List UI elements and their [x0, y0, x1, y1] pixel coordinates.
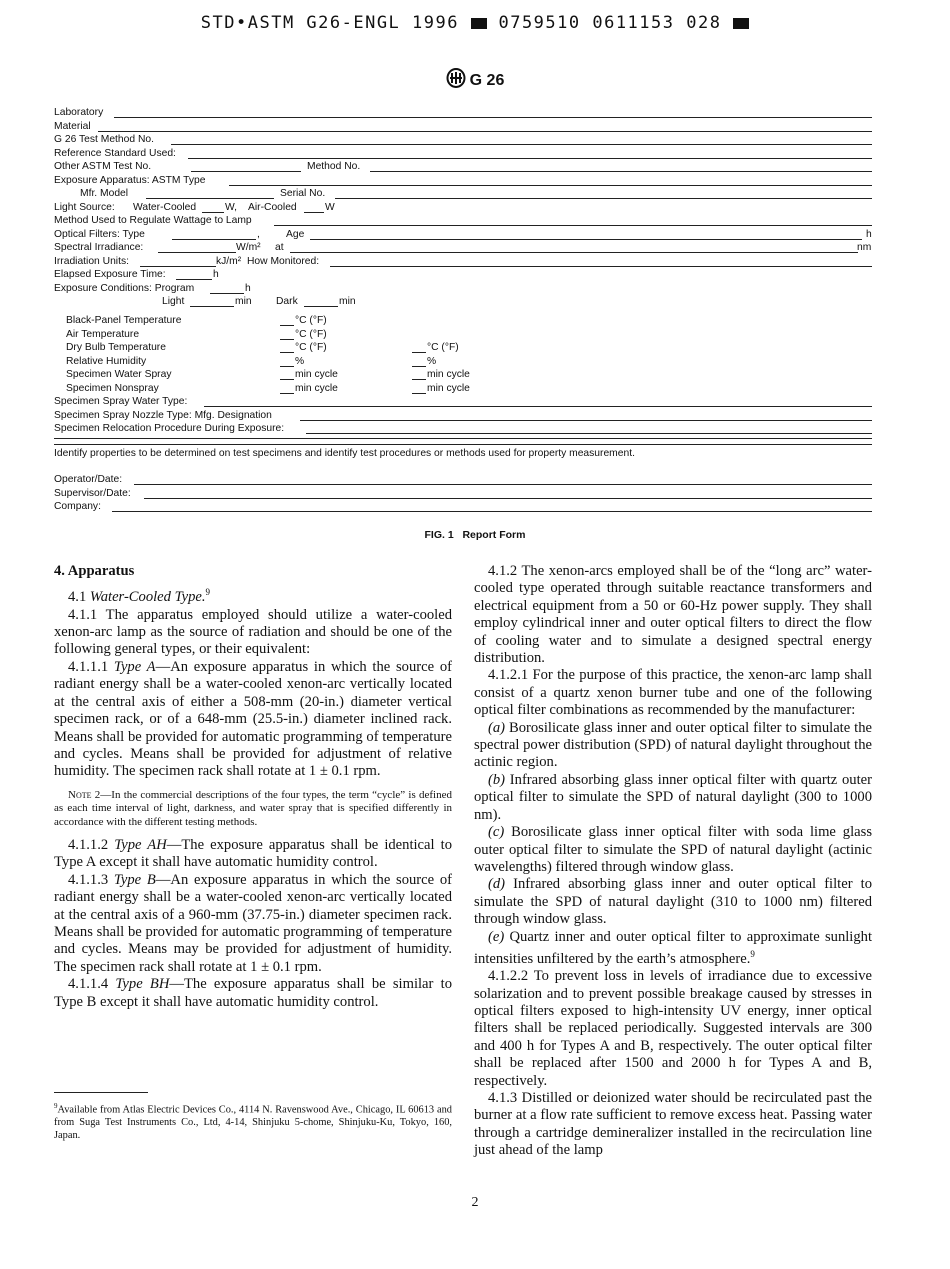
clause-number: 4.1.1.2	[68, 836, 109, 853]
form-row-mfr-model	[54, 188, 872, 201]
light-field[interactable]	[190, 306, 234, 307]
list-text: Borosilicate glass inner and outer optical filter to simulate the spectral power distribution (SPD) of natural daylight throughout the actinic region.	[474, 719, 872, 771]
age-unit: h	[866, 228, 872, 240]
form-row-nozzle-type	[54, 410, 872, 423]
list-text: Infrared absorbing glass inner optical filter with quartz outer optical filter to simulate the SPD of natural daylight (300 to 1000 nm).	[474, 771, 872, 823]
condition-row	[54, 383, 872, 396]
list-text: Infrared absorbing glass inner and outer optical filter to simulate the SPD of natural daylight (310 to 1000 nm) filtered through window glass.	[474, 876, 872, 928]
list-label: (a)	[488, 719, 506, 736]
stamp-block-icon	[471, 18, 487, 29]
operator-field[interactable]	[134, 484, 872, 485]
clause-number: 4.1.1.1	[68, 658, 109, 675]
condition-field-1[interactable]	[280, 366, 294, 367]
clause-body: —The exposure apparatus shall be identical to Type A except it shall have automatic humidity control.	[54, 836, 452, 871]
optical-filters-label: Optical Filters: Type	[54, 228, 145, 240]
condition-unit-2: %	[427, 355, 437, 367]
laboratory-field[interactable]	[114, 117, 872, 118]
paragraph-4-1	[54, 584, 452, 606]
test-method-field[interactable]	[171, 144, 872, 145]
condition-row	[54, 356, 872, 369]
material-label: Material	[54, 120, 91, 132]
clause-number: 4.1.1.4	[68, 976, 109, 993]
form-row-exposure-apparatus	[54, 175, 872, 188]
form-row-laboratory	[54, 107, 872, 120]
condition-field-1[interactable]	[280, 352, 294, 353]
method-no-label: Method No.	[307, 161, 361, 172]
relocation-field[interactable]	[306, 433, 872, 434]
footnote-9	[54, 1100, 452, 1142]
form-row-light-source	[54, 202, 872, 215]
at-label: at	[275, 242, 284, 253]
operator-label: Operator/Date:	[54, 474, 123, 485]
form-divider	[54, 438, 872, 439]
condition-unit-1: °C (°F)	[295, 315, 327, 326]
clause-body: —An exposure apparatus in which the source of radiant energy shall be a water-cooled xenon-arc vertically located at the central axis of a 960-mm (37.75-in.) diameter specimen rack. Means shall be provided for automatic programming of temperature and cycles. Means may be provided for adjustment of humidity. The specimen rack shall rotate at 1 ± 0.1 rpm.	[54, 871, 452, 975]
clause-body: —The exposure apparatus shall be similar to Type B except it shall have automatic humidity control.	[54, 976, 452, 1010]
stamp-text: STD•ASTM G26-ENGL 1996	[200, 13, 459, 33]
supervisor-field[interactable]	[144, 498, 872, 499]
document-stamp	[0, 13, 950, 33]
footnote-ref: 9	[750, 948, 755, 959]
condition-unit-1: min cycle	[295, 369, 338, 380]
condition-unit-2: min cycle	[427, 382, 470, 394]
air-cooled-unit: W	[325, 201, 335, 213]
condition-row	[54, 315, 872, 328]
paragraph-4-1-1-1	[54, 659, 452, 781]
list-item-e	[474, 929, 872, 969]
air-cooled-label: Air-Cooled	[248, 201, 297, 213]
form-row-light-dark	[54, 296, 872, 309]
dark-label: Dark	[276, 296, 298, 307]
serial-no-field[interactable]	[335, 198, 872, 199]
condition-field-2[interactable]	[412, 379, 426, 380]
irradiation-unit: kJ/m²	[216, 255, 242, 267]
water-cooled-field[interactable]	[202, 212, 224, 213]
identify-instruction: Identify properties to be determined on test specimens and identify test procedures or methods used for property measurement.	[54, 448, 635, 459]
clause-number: 4.1.1.3	[68, 871, 109, 888]
condition-label: Relative Humidity	[66, 355, 147, 367]
water-cooled-label: Water-Cooled	[133, 201, 197, 213]
form-row-other-astm	[54, 161, 872, 174]
section-heading: 4. Apparatus	[54, 563, 135, 579]
condition-field-2[interactable]	[412, 393, 426, 394]
mfr-model-field[interactable]	[146, 198, 274, 199]
clause-title: Type BH	[115, 976, 170, 993]
condition-unit-1: °C (°F)	[295, 328, 327, 340]
form-row-test-method	[54, 134, 872, 147]
figure-caption	[0, 529, 950, 541]
exposure-conditions-label: Exposure Conditions: Program	[54, 282, 195, 294]
list-label: (b)	[488, 771, 506, 788]
list-item-b	[474, 772, 872, 824]
note-body: —In the commercial descriptions of the four types, the term “cycle” is defined as each time interval of light, darkness, and water spray that is specified differently in accordance with the different testing methods.	[54, 788, 452, 828]
how-monitored-label: How Monitored:	[247, 255, 320, 267]
condition-row	[54, 329, 872, 342]
air-cooled-field[interactable]	[304, 212, 324, 213]
wattage-method-field[interactable]	[274, 225, 872, 226]
left-column	[54, 563, 452, 1011]
page-number: 2	[471, 1195, 479, 1210]
paragraph-4-1-3: 4.1.3 Distilled or deionized water should be recirculated past the burner at a flow rate sufficient to remove excess heat. Passing water through a cartridge demineralizer installed in the recirculation line just ahead of the lamp	[474, 1090, 872, 1159]
nm-unit: nm	[857, 242, 872, 253]
dark-unit: min	[339, 296, 356, 307]
paragraph-4-1-1: 4.1.1 The apparatus employed should utilize a water-cooled xenon-arc lamp as the source of radiation and should be one of the following general types, or their equivalent:	[54, 606, 452, 658]
paragraph-4-1-2-1: 4.1.2.1 For the purpose of this practice, the xenon-arc lamp shall consist of a quartz xenon burner tube and one of the following optical filter combinations as recommended by the manufacturer:	[474, 667, 872, 719]
condition-label: Specimen Water Spray	[66, 369, 172, 380]
paragraph-4-1-1-2	[54, 837, 452, 872]
form-row-company	[54, 501, 872, 514]
astm-logo-icon	[446, 68, 466, 88]
spray-water-type-field[interactable]	[204, 406, 872, 407]
program-unit: h	[245, 282, 251, 294]
footnote-text: Available from Atlas Electric Devices Co., 4114 N. Ravenswood Ave., Chicago, IL 60613 and from Suga Test Instruments Co., Ltd, 4-14, Shinjuku 5-chome, Shinjuku-Ku, Tokyo, 160, Japan.	[54, 1104, 452, 1141]
spray-water-type-label: Specimen Spray Water Type:	[54, 396, 188, 407]
nozzle-type-field[interactable]	[300, 420, 872, 421]
condition-unit-2: °C (°F)	[427, 342, 459, 353]
list-item-a	[474, 720, 872, 772]
form-row-spectral-irradiance	[54, 242, 872, 255]
list-item-d	[474, 876, 872, 928]
elapsed-time-field[interactable]	[176, 279, 212, 280]
light-source-label: Light Source:	[54, 201, 115, 213]
form-row-identify	[54, 448, 872, 461]
wavelength-field[interactable]	[290, 252, 858, 253]
form-row-irradiation-units	[54, 256, 872, 269]
optical-filters-field[interactable]	[172, 239, 256, 240]
form-row-supervisor	[54, 488, 872, 501]
paragraph-4-1-2: 4.1.2 The xenon-arcs employed shall be of the “long arc” water-cooled type operated through suitable reactance transformers and electrical equipment from a 50 or 60-Hz power supply. They shall employ cylindrical inner and outer optical filters to direct the flow of cooling water and to simulate a designed spectral energy distribution.	[474, 563, 872, 667]
relocation-label: Specimen Relocation Procedure During Exposure:	[54, 423, 285, 434]
spectral-irradiance-field[interactable]	[158, 252, 236, 253]
method-no-field[interactable]	[370, 171, 872, 172]
how-monitored-field[interactable]	[330, 266, 872, 267]
paragraph-4-1-2-2: 4.1.2.2 To prevent loss in levels of irradiance due to excessive solarization and to prevent possible breakage caused by stresses in optical filters exposed to high-intensity UV energy, inner optical filters shall be replaced periodically. Suggested intervals are 300 and 400 h for Types A and B, respectively. The outer optical filter shall be replaced after 1500 and 2000 h for Types A and B, respectively.	[474, 968, 872, 1089]
reference-standard-label: Reference Standard Used:	[54, 147, 176, 159]
form-row-optical-filters	[54, 229, 872, 242]
condition-row	[54, 342, 872, 355]
spectral-irradiance-unit: W/m²	[236, 242, 261, 253]
condition-field-1[interactable]	[280, 379, 294, 380]
wattage-method-label: Method Used to Regulate Wattage to Lamp	[54, 215, 252, 226]
clause-title: Type B	[113, 871, 156, 888]
irradiation-units-field[interactable]	[140, 266, 216, 267]
form-row-spray-water	[54, 396, 872, 409]
light-label: Light	[162, 296, 185, 307]
exposure-apparatus-field[interactable]	[229, 185, 872, 186]
dark-field[interactable]	[304, 306, 338, 307]
condition-label: Black-Panel Temperature	[66, 315, 182, 326]
form-row-material	[54, 121, 872, 134]
list-label: (c)	[488, 824, 505, 841]
age-label: Age	[286, 228, 305, 240]
serial-no-label: Serial No.	[280, 188, 326, 199]
clause-number: 4.1	[68, 589, 87, 606]
condition-row	[54, 369, 872, 382]
other-astm-label: Other ASTM Test No.	[54, 161, 152, 172]
supervisor-label: Supervisor/Date:	[54, 487, 131, 499]
nozzle-type-label: Specimen Spray Nozzle Type: Mfg. Designation	[54, 409, 272, 421]
comma-text: ,	[257, 228, 260, 240]
footnote-ref: 9	[205, 587, 211, 598]
form-row-wattage-method	[54, 215, 872, 228]
list-text: Borosilicate glass inner optical filter with soda lime glass outer optical filter to simulate the SPD of natural daylight (actinic wavelengths) filtered through window glass.	[474, 824, 872, 875]
clause-title: Type AH	[114, 836, 167, 853]
paragraph-4-1-1-4	[54, 976, 452, 1011]
paragraph-4-1-1-3	[54, 872, 452, 976]
form-row-reference-standard	[54, 148, 872, 161]
condition-label: Specimen Nonspray	[66, 382, 159, 394]
exposure-apparatus-label: Exposure Apparatus: ASTM Type	[54, 174, 206, 186]
condition-unit-1: min cycle	[295, 382, 338, 394]
form-row-operator	[54, 474, 872, 487]
note-label: Note 2	[68, 788, 101, 801]
age-field[interactable]	[310, 239, 862, 240]
standard-header	[0, 68, 950, 90]
condition-field-1[interactable]	[280, 393, 294, 394]
list-text: Quartz inner and outer optical filter to approximate sunlight intensities unfiltered by the earth’s atmosphere.	[474, 928, 872, 967]
water-cooled-unit: W,	[225, 201, 238, 213]
list-item-c	[474, 824, 872, 876]
light-unit: min	[235, 296, 252, 307]
elapsed-time-label: Elapsed Exposure Time:	[54, 269, 166, 280]
condition-unit-1: %	[295, 355, 305, 367]
condition-field-1[interactable]	[280, 325, 294, 326]
elapsed-time-unit: h	[213, 269, 219, 280]
other-astm-field[interactable]	[191, 171, 301, 172]
form-divider	[54, 444, 872, 445]
list-label: (d)	[488, 876, 506, 893]
company-field[interactable]	[112, 511, 872, 512]
condition-unit-1: °C (°F)	[295, 342, 327, 353]
condition-label: Dry Bulb Temperature	[66, 342, 166, 353]
form-row-relocation	[54, 423, 872, 436]
clause-title: Water-Cooled Type.	[89, 589, 206, 606]
clause-body: —An exposure apparatus in which the source of radiant energy shall be a water-cooled xenon-arc vertically located at the central axis of either a 508-mm (20-in.) diameter vertical specimen rack, or of a 648-mm (25.5-in.) diameter inclined rack. Means shall be provided for automatic programming of temperature and cycles. Means shall be provided for adjustment of relative humidity. The specimen rack shall rotate at 1 ± 0.1 rpm.	[54, 658, 452, 780]
right-column	[474, 563, 872, 1160]
mfr-model-label: Mfr. Model	[80, 188, 129, 199]
spectral-irradiance-label: Spectral Irradiance:	[54, 242, 144, 253]
list-label: (e)	[488, 928, 505, 945]
condition-field-1[interactable]	[280, 339, 294, 340]
clause-title: Type A	[113, 658, 156, 675]
irradiation-units-label: Irradiation Units:	[54, 255, 129, 267]
reference-standard-field[interactable]	[188, 158, 872, 159]
standard-id: G 26	[469, 72, 505, 89]
figure-number: FIG. 1	[424, 529, 454, 541]
condition-field-2[interactable]	[412, 366, 426, 367]
stamp-block-icon-2	[733, 18, 749, 29]
form-row-exposure-conditions	[54, 283, 872, 296]
stamp-code: 0759510 0611153 028	[498, 13, 722, 33]
program-field[interactable]	[210, 293, 244, 294]
condition-field-2[interactable]	[412, 352, 426, 353]
laboratory-label: Laboratory	[54, 107, 104, 118]
footnote-marker: 9	[54, 1102, 58, 1110]
figure-title: Report Form	[462, 529, 526, 541]
material-field[interactable]	[98, 131, 872, 132]
condition-unit-2: min cycle	[427, 369, 470, 380]
form-row-elapsed-time	[54, 269, 872, 282]
condition-label: Air Temperature	[66, 328, 140, 340]
company-label: Company:	[54, 501, 101, 512]
footnote-rule	[54, 1092, 148, 1093]
note-2	[54, 789, 452, 829]
test-method-label: G 26 Test Method No.	[54, 134, 154, 145]
